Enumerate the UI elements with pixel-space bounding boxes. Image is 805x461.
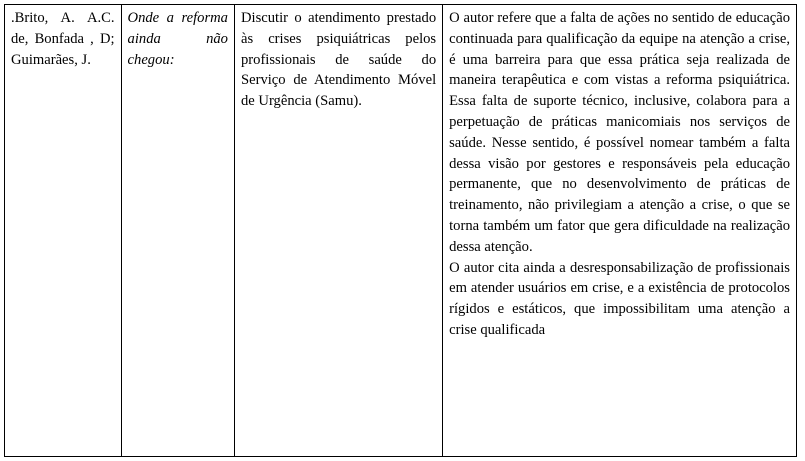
article-title-cell: Onde a reforma ainda não chegou: <box>121 5 234 457</box>
results-paragraph: O autor refere que a falta de ações no sentido de educação continuada para qualificação da equipe na atenção a crise, é uma barreira para que essa prática seja realizada de maneira terapêutica e com vistas a reforma psiquiátrica. Essa falta de suporte técnico, inclusive, colabora para a perpetuação de práticas manicomiais nos serviços de saúde. Nesse sentido, é possível nomear também a falta dessa visão por gestores e responsáveis pela educação permanente, que no desenvolvimento de práticas de treinamento, não privilegiam a atenção a crise, o que se torna também um fator que gera dificuldade na realização dessa atenção. <box>449 10 790 255</box>
results-cell <box>443 5 797 457</box>
results-paragraph: O autor cita ainda a desresponsabilização de profissionais em atender usuários em crise, e a existência de protocolos rígidos e estáticos, que impossibilitam uma atenção a crise qualificada <box>449 259 790 338</box>
review-table <box>4 4 797 457</box>
table-row <box>5 5 797 457</box>
objective-cell: Discutir o atendimento prestado às crises psiquiátricas pelos profissionais de saúde do Serviço de Atendimento Móvel de Urgência (Samu). <box>234 5 442 457</box>
authors-cell: .Brito, A. A.C. de, Bonfada , D; Guimarães, J. <box>5 5 122 457</box>
